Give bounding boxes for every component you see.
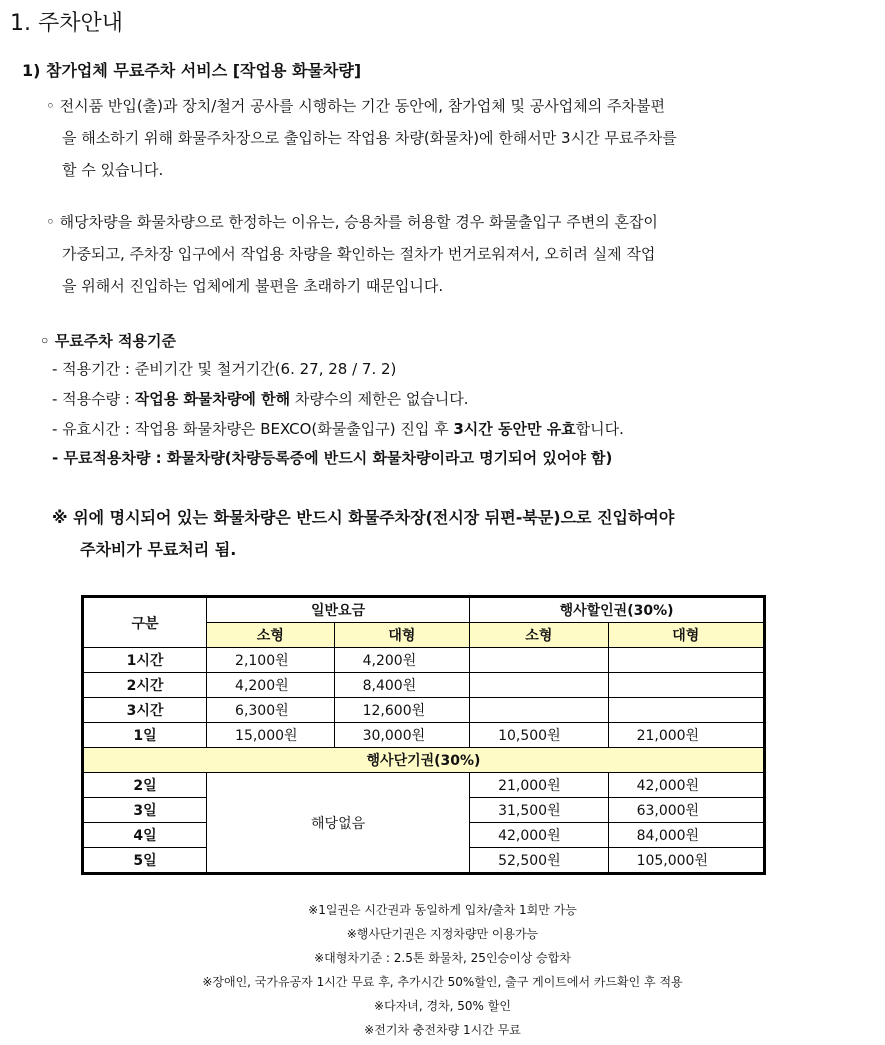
term-small-price: 52,500원 [470,848,608,874]
header-event-large: 대형 [608,623,764,648]
row-label: 3일 [83,798,207,823]
footnote: ※1일권은 시간권과 동일하게 입차/출차 1회만 가능 [308,903,577,917]
term-small-price: 31,500원 [470,798,608,823]
general-small-price: 15,000원 [207,723,335,748]
criteria-valid-time [52,418,624,439]
term-large-price: 63,000원 [608,798,764,823]
event-small-price: 10,500원 [470,723,608,748]
footnote: ※장애인, 국가유공자 1시간 무료 후, 추가시간 50%할인, 출구 게이트에서 카드확인 후 적용 [202,975,683,989]
table-row [83,698,765,723]
paragraph-1-line-1: ◦ 전시품 반입(출)과 장치/철거 공사를 시행하는 기간 동안에, 참가업체 및 공사업체의 주차불편 [46,97,665,115]
event-large-price [608,698,764,723]
page-title: 1. 주차안내 [10,11,123,36]
table-row [83,673,765,698]
criteria-quantity-suffix: 차량수의 제한은 없습니다. [290,390,469,408]
criteria-valid-suffix: 합니다. [575,420,624,438]
header-general-fee: 일반요금 [207,597,470,623]
row-label: 2시간 [83,673,207,698]
event-small-price [470,673,608,698]
term-small-price: 42,000원 [470,823,608,848]
general-small-price: 6,300원 [207,698,335,723]
row-label: 5일 [83,848,207,874]
general-small-price: 2,100원 [207,648,335,673]
event-small-price [470,648,608,673]
term-large-price: 42,000원 [608,773,764,798]
notice-line-1: ※ 위에 명시되어 있는 화물차량은 반드시 화물주차장(전시장 뒤편-북문)으로 진입하여야 [52,508,675,527]
criteria-quantity-bold: 작업용 화물차량에 한해 [134,390,291,408]
event-large-price [608,673,764,698]
not-applicable-cell: 해당없음 [207,773,470,874]
general-large-price: 8,400원 [334,673,469,698]
event-large-price: 21,000원 [608,723,764,748]
header-general-small: 소형 [207,623,335,648]
header-category: 구분 [83,597,207,648]
header-event-term-ticket: 행사단기권(30%) [83,748,765,773]
table-header-row [83,597,765,623]
row-label: 2일 [83,773,207,798]
criteria-vehicle: - 무료적용차량 : 화물차량(차량등록증에 반드시 화물차량이라고 명기되어 있어야 함) [52,449,613,467]
section-title: 1) 참가업체 무료주차 서비스 [작업용 화물차량] [22,61,362,80]
paragraph-2-line-2: 가중되고, 주차장 입구에서 작업용 차량을 확인하는 절차가 번거로워져서, 오히려 실제 작업 [62,245,656,263]
footnote: ※다자녀, 경차, 50% 할인 [374,999,511,1013]
row-label: 4일 [83,823,207,848]
criteria-quantity [52,388,469,409]
row-label: 1일 [83,723,207,748]
table-row [83,723,765,748]
row-label: 3시간 [83,698,207,723]
table-row [83,773,765,798]
parking-fee-table [81,595,766,875]
table-row [83,648,765,673]
footnote: ※대형차기준 : 2.5톤 화물차, 25인승이상 승합차 [314,951,571,965]
notice-line-2: 주차비가 무료처리 됨. [80,540,237,559]
footnote: ※행사단기권은 지정차량만 이용가능 [346,927,539,941]
header-general-large: 대형 [334,623,469,648]
general-large-price: 4,200원 [334,648,469,673]
paragraph-1 [46,90,677,186]
row-label: 1시간 [83,648,207,673]
general-large-price: 12,600원 [334,698,469,723]
criteria-period: - 적용기간 : 준비기간 및 철거기간(6. 27, 28 / 7. 2) [52,360,397,378]
criteria-valid-prefix: - 유효시간 : 작업용 화물차량은 BEXCO(화물출입구) 진입 후 [52,420,454,438]
general-small-price: 4,200원 [207,673,335,698]
header-event-small: 소형 [470,623,608,648]
notice [52,502,674,566]
paragraph-2 [46,206,658,302]
paragraph-2-line-1: ◦ 해당차량을 화물차량으로 한정하는 이유는, 승용차를 허용할 경우 화물출입구 주변의 혼잡이 [46,213,658,231]
criteria-quantity-prefix: - 적용수량 : [52,390,135,408]
term-large-price: 84,000원 [608,823,764,848]
paragraph-1-line-3: 할 수 있습니다. [62,161,164,179]
footnote: ※전기차 충전차량 1시간 무료 [364,1023,521,1037]
paragraph-2-line-3: 을 위해서 진입하는 업체에게 불편을 초래하기 때문입니다. [62,277,444,295]
event-small-price [470,698,608,723]
term-small-price: 21,000원 [470,773,608,798]
criteria-title: ◦ 무료주차 적용기준 [40,332,176,350]
term-large-price: 105,000원 [608,848,764,874]
header-event-discount: 행사할인권(30%) [470,597,765,623]
paragraph-1-line-2: 을 해소하기 위해 화물주차장으로 출입하는 작업용 차량(화물차)에 한해서만 3시간 무료주차를 [62,129,677,147]
event-large-price [608,648,764,673]
general-large-price: 30,000원 [334,723,469,748]
table-section-row [83,748,765,773]
criteria-valid-bold: 3시간 동안만 유효 [453,420,576,438]
